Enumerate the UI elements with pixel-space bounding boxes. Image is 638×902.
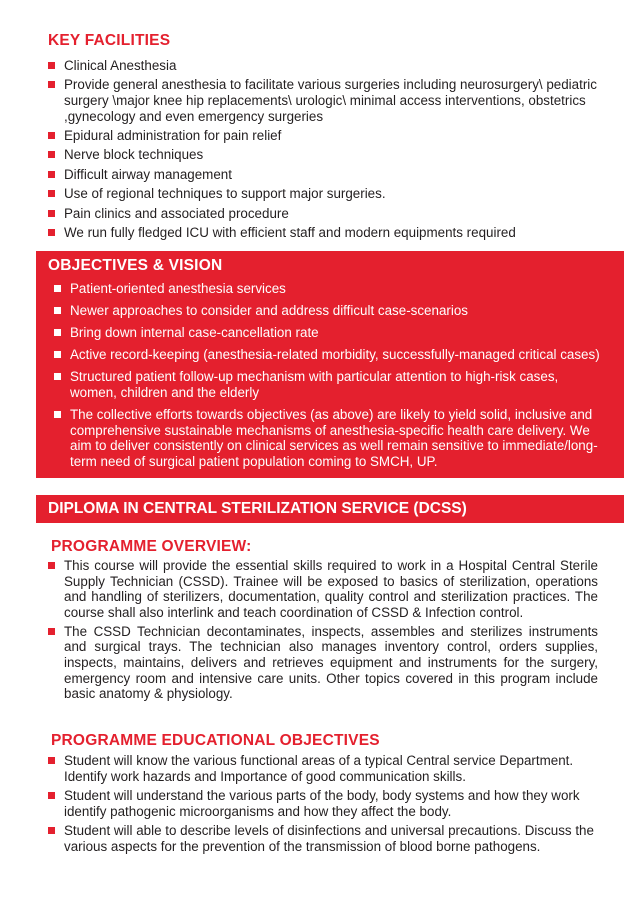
square-bullet-icon <box>48 792 55 799</box>
square-bullet-icon <box>54 411 61 418</box>
square-bullet-icon <box>54 329 61 336</box>
square-bullet-icon <box>48 827 55 834</box>
objectives-vision-heading: OBJECTIVES & VISION <box>48 257 223 274</box>
list-item: Newer approaches to consider and address difficult case-scenarios <box>54 303 606 319</box>
list-item: Student will know the various functional areas of a typical Central service Department. Identify work hazards and Importance of good communication skills. <box>48 753 608 784</box>
square-bullet-icon <box>48 562 55 569</box>
dcss-banner <box>36 495 624 523</box>
key-facilities-heading: KEY FACILITIES <box>48 32 171 49</box>
list-item: The CSSD Technician decontaminates, inspects, assembles and sterilizes instruments and surgical trays. The technician also manages inventory control, orders supplies, inspects, maintains, delivers and retrieves equipment and instruments for the surgery, emergency room and intensive care units. Other topics covered in this program include basic anatomy & physiology. <box>48 624 598 702</box>
educational-objectives-heading: PROGRAMME EDUCATIONAL OBJECTIVES <box>51 732 380 749</box>
square-bullet-icon <box>54 373 61 380</box>
square-bullet-icon <box>54 351 61 358</box>
square-bullet-icon <box>48 229 55 236</box>
list-item: The collective efforts towards objectives (as above) are likely to yield solid, inclusive and comprehensive sustainable mechanisms of anesthesia-specific health care delivery. We aim to deliver consistently on clinical services as well remain sensitive to immediate/long-term need of surgical patient population coming to SMCH, UP. <box>54 407 606 469</box>
educational-objectives-list <box>48 753 608 858</box>
list-item: Bring down internal case-cancellation rate <box>54 325 606 341</box>
list-item: Use of regional techniques to support major surgeries. <box>48 186 613 202</box>
list-item: This course will provide the essential skills required to work in a Hospital Central Sterile Supply Technician (CSSD). Trainee will be exposed to basics of sterilization, operations and handling of sterilizers, documentation, quality control and sterilization practices. The course shall also interlink and teach coordination of CSSD & Infection control. <box>48 558 598 620</box>
square-bullet-icon <box>48 190 55 197</box>
square-bullet-icon <box>48 132 55 139</box>
list-item: Nerve block techniques <box>48 147 613 163</box>
square-bullet-icon <box>48 81 55 88</box>
square-bullet-icon <box>48 210 55 217</box>
dcss-heading: DIPLOMA IN CENTRAL STERILIZATION SERVICE (DCSS) <box>48 500 467 517</box>
square-bullet-icon <box>54 307 61 314</box>
list-item: Provide general anesthesia to facilitate various surgeries including neurosurgery\ pediatric surgery \major knee hip replacements\ urologic\ minimal access interventions, obstetrics ,gynecology and even emergency surgeries <box>48 77 613 124</box>
list-item: Structured patient follow-up mechanism with particular attention to high-risk cases, women, children and the elderly <box>54 369 606 400</box>
list-item: Difficult airway management <box>48 167 613 183</box>
list-item: Clinical Anesthesia <box>48 58 613 74</box>
list-item: Active record-keeping (anesthesia-related morbidity, successfully-managed critical cases) <box>54 347 606 363</box>
square-bullet-icon <box>48 62 55 69</box>
square-bullet-icon <box>48 628 55 635</box>
key-facilities-list <box>48 58 613 244</box>
list-item: Epidural administration for pain relief <box>48 128 613 144</box>
list-item: Patient-oriented anesthesia services <box>54 281 606 297</box>
square-bullet-icon <box>48 151 55 158</box>
list-item: Pain clinics and associated procedure <box>48 206 613 222</box>
list-item: We run fully fledged ICU with efficient staff and modern equipments required <box>48 225 613 241</box>
programme-overview-list <box>48 558 598 705</box>
objectives-vision-list <box>54 281 606 476</box>
objectives-vision-panel <box>36 251 624 478</box>
square-bullet-icon <box>48 171 55 178</box>
square-bullet-icon <box>54 285 61 292</box>
list-item: Student will understand the various parts of the body, body systems and how they work identify pathogenic microorganisms and how they affect the body. <box>48 788 608 819</box>
square-bullet-icon <box>48 757 55 764</box>
programme-overview-heading: PROGRAMME OVERVIEW: <box>51 538 252 555</box>
list-item: Student will able to describe levels of disinfections and universal precautions. Discuss the various aspects for the prevention of the transmission of blood borne pathogens. <box>48 823 608 854</box>
